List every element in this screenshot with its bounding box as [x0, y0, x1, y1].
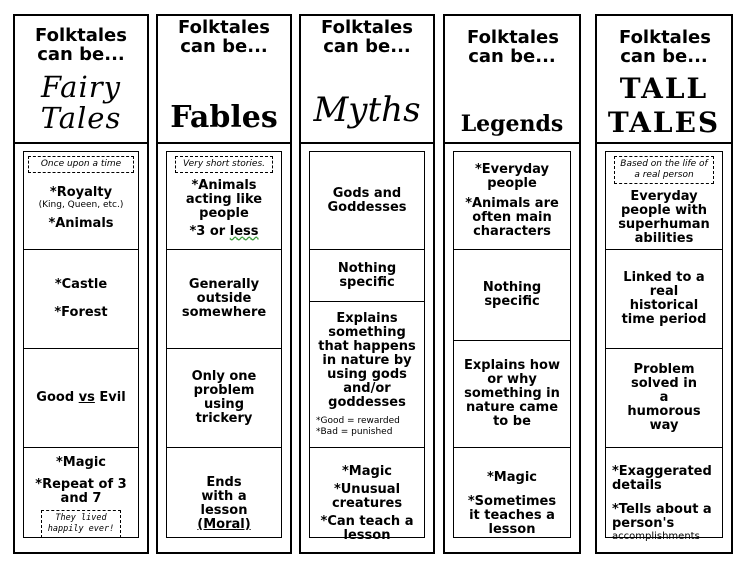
- repeat-text-2: and 7: [60, 491, 102, 506]
- bookmark-header: [445, 16, 579, 144]
- characters-cell: [24, 152, 138, 250]
- characters-cell: [310, 152, 424, 250]
- three-or-less-text: [167, 225, 281, 239]
- characteristics-panel: [23, 151, 139, 538]
- good-vs-evil-text: [36, 391, 125, 405]
- title-line-1: TALL: [619, 72, 709, 105]
- title-line-2: TALES: [607, 106, 721, 139]
- plot-cell: [167, 349, 281, 448]
- reward-notes: [316, 416, 400, 438]
- characteristics-panel: [166, 151, 282, 538]
- bookmark-title: Myths: [313, 90, 421, 130]
- nothing-specific-text: Nothing specific: [337, 260, 397, 290]
- magic-text: *Magic: [487, 469, 537, 485]
- setting-cell: [606, 250, 722, 349]
- forest-text: *Forest: [54, 305, 108, 320]
- bookmark-header: [597, 16, 731, 144]
- ends-with-text: Ends with a lesson: [200, 474, 248, 518]
- setting-text: Generally outside somewhere: [181, 277, 267, 320]
- good-rewarded-text: *Good = rewarded: [316, 415, 400, 426]
- characteristics-panel: [309, 151, 425, 543]
- animals-text: *Animals: [48, 216, 114, 231]
- elements-cell: [167, 448, 281, 559]
- bookmark-header: [15, 16, 147, 144]
- explains-text: Explains how or why something in nature came to be: [464, 358, 560, 429]
- castle-text: *Castle: [54, 277, 108, 292]
- evil-word: Evil: [99, 390, 126, 405]
- myths-bookmark: [299, 14, 435, 554]
- characters-cell: [167, 152, 281, 250]
- bookmark-title: [597, 72, 731, 140]
- characters-cell: [606, 152, 722, 250]
- gods-text: Gods and Goddesses: [327, 185, 407, 215]
- setting-cell: [24, 250, 138, 349]
- everyday-text: Everyday people with superhuman abilities: [618, 188, 710, 246]
- bookmark-title: Fables: [170, 100, 278, 135]
- plot-cell: [606, 349, 722, 448]
- title-line-2: Tales: [40, 101, 122, 135]
- vs-word: vs: [78, 390, 95, 405]
- problem-text: Only one problem using trickery: [191, 369, 257, 426]
- fairy-tales-bookmark: [13, 14, 149, 554]
- plot-cell: [310, 302, 424, 448]
- elements-cell: [454, 448, 570, 559]
- characteristics-panel: [605, 151, 723, 542]
- teach-text: *Can teach a lesson: [320, 513, 414, 543]
- plot-cell: [454, 341, 570, 448]
- magic-text: *Magic: [342, 463, 392, 479]
- linked-text: Linked to a real historical time period: [621, 270, 707, 327]
- bookmark-title: [15, 72, 147, 134]
- opening-note: Once upon a time: [28, 156, 134, 173]
- everyday-text: *Everyday people: [475, 161, 550, 191]
- intro-text: Folktales can be...: [321, 17, 413, 57]
- setting-cell: [310, 250, 424, 302]
- elements-cell: [606, 448, 722, 559]
- tall-tales-bookmark: [595, 14, 733, 554]
- length-note: Very short stories.: [175, 156, 273, 173]
- plot-cell: [24, 349, 138, 448]
- setting-cell: [167, 250, 281, 349]
- legends-bookmark: [443, 14, 581, 554]
- real-person-note: Based on the life of a real person: [614, 156, 714, 184]
- title-line-1: Fairy: [41, 70, 121, 104]
- explains-text: Explains something that happens in nature by using gods and/or goddesses: [318, 310, 416, 410]
- teaches-text: *Sometimes it teaches a lesson: [467, 493, 557, 537]
- nothing-specific-text: Nothing specific: [482, 280, 542, 309]
- good-word: Good: [36, 390, 75, 405]
- bookmark-header: [301, 16, 433, 144]
- ending-line-2: happily ever!: [47, 524, 115, 534]
- bookmark-title: Legends: [460, 111, 564, 137]
- ending-note: [41, 510, 122, 538]
- bookmark-header: [158, 16, 290, 144]
- less-word: less: [229, 223, 259, 239]
- royalty-text: *Royalty: [49, 185, 113, 200]
- animals-text: *Animals acting like people: [185, 177, 263, 221]
- creatures-text: *Unusual creatures: [331, 481, 403, 511]
- animals-text: *Animals are often main characters: [465, 195, 559, 239]
- characters-cell: [454, 152, 570, 250]
- characteristics-panel: [453, 151, 571, 538]
- elements-cell: [310, 448, 424, 559]
- fables-bookmark: [156, 14, 292, 554]
- exaggerated-text: *Exaggerated details: [612, 464, 712, 493]
- intro-text: Folktales can be...: [35, 25, 127, 65]
- accomplishments-text: accomplishments: [612, 531, 700, 542]
- three-prefix: *3 or: [189, 223, 230, 239]
- tells-text: *Tells about a person's: [612, 502, 712, 531]
- bad-punished-text: *Bad = punished: [316, 426, 393, 437]
- royalty-examples: (King, Queen, etc.): [38, 200, 124, 210]
- intro-text: Folktales can be...: [178, 17, 270, 57]
- setting-cell: [454, 250, 570, 341]
- problem-text: Problem solved in a humorous way: [627, 362, 701, 433]
- intro-text: Folktales can be...: [467, 27, 559, 67]
- repeat-text-1: *Repeat of 3: [35, 477, 127, 492]
- elements-cell: [24, 448, 138, 559]
- moral-text: (Moral): [197, 516, 251, 532]
- magic-text: *Magic: [56, 455, 106, 470]
- ending-line-1: They lived: [55, 513, 107, 523]
- intro-text: Folktales can be...: [619, 27, 711, 67]
